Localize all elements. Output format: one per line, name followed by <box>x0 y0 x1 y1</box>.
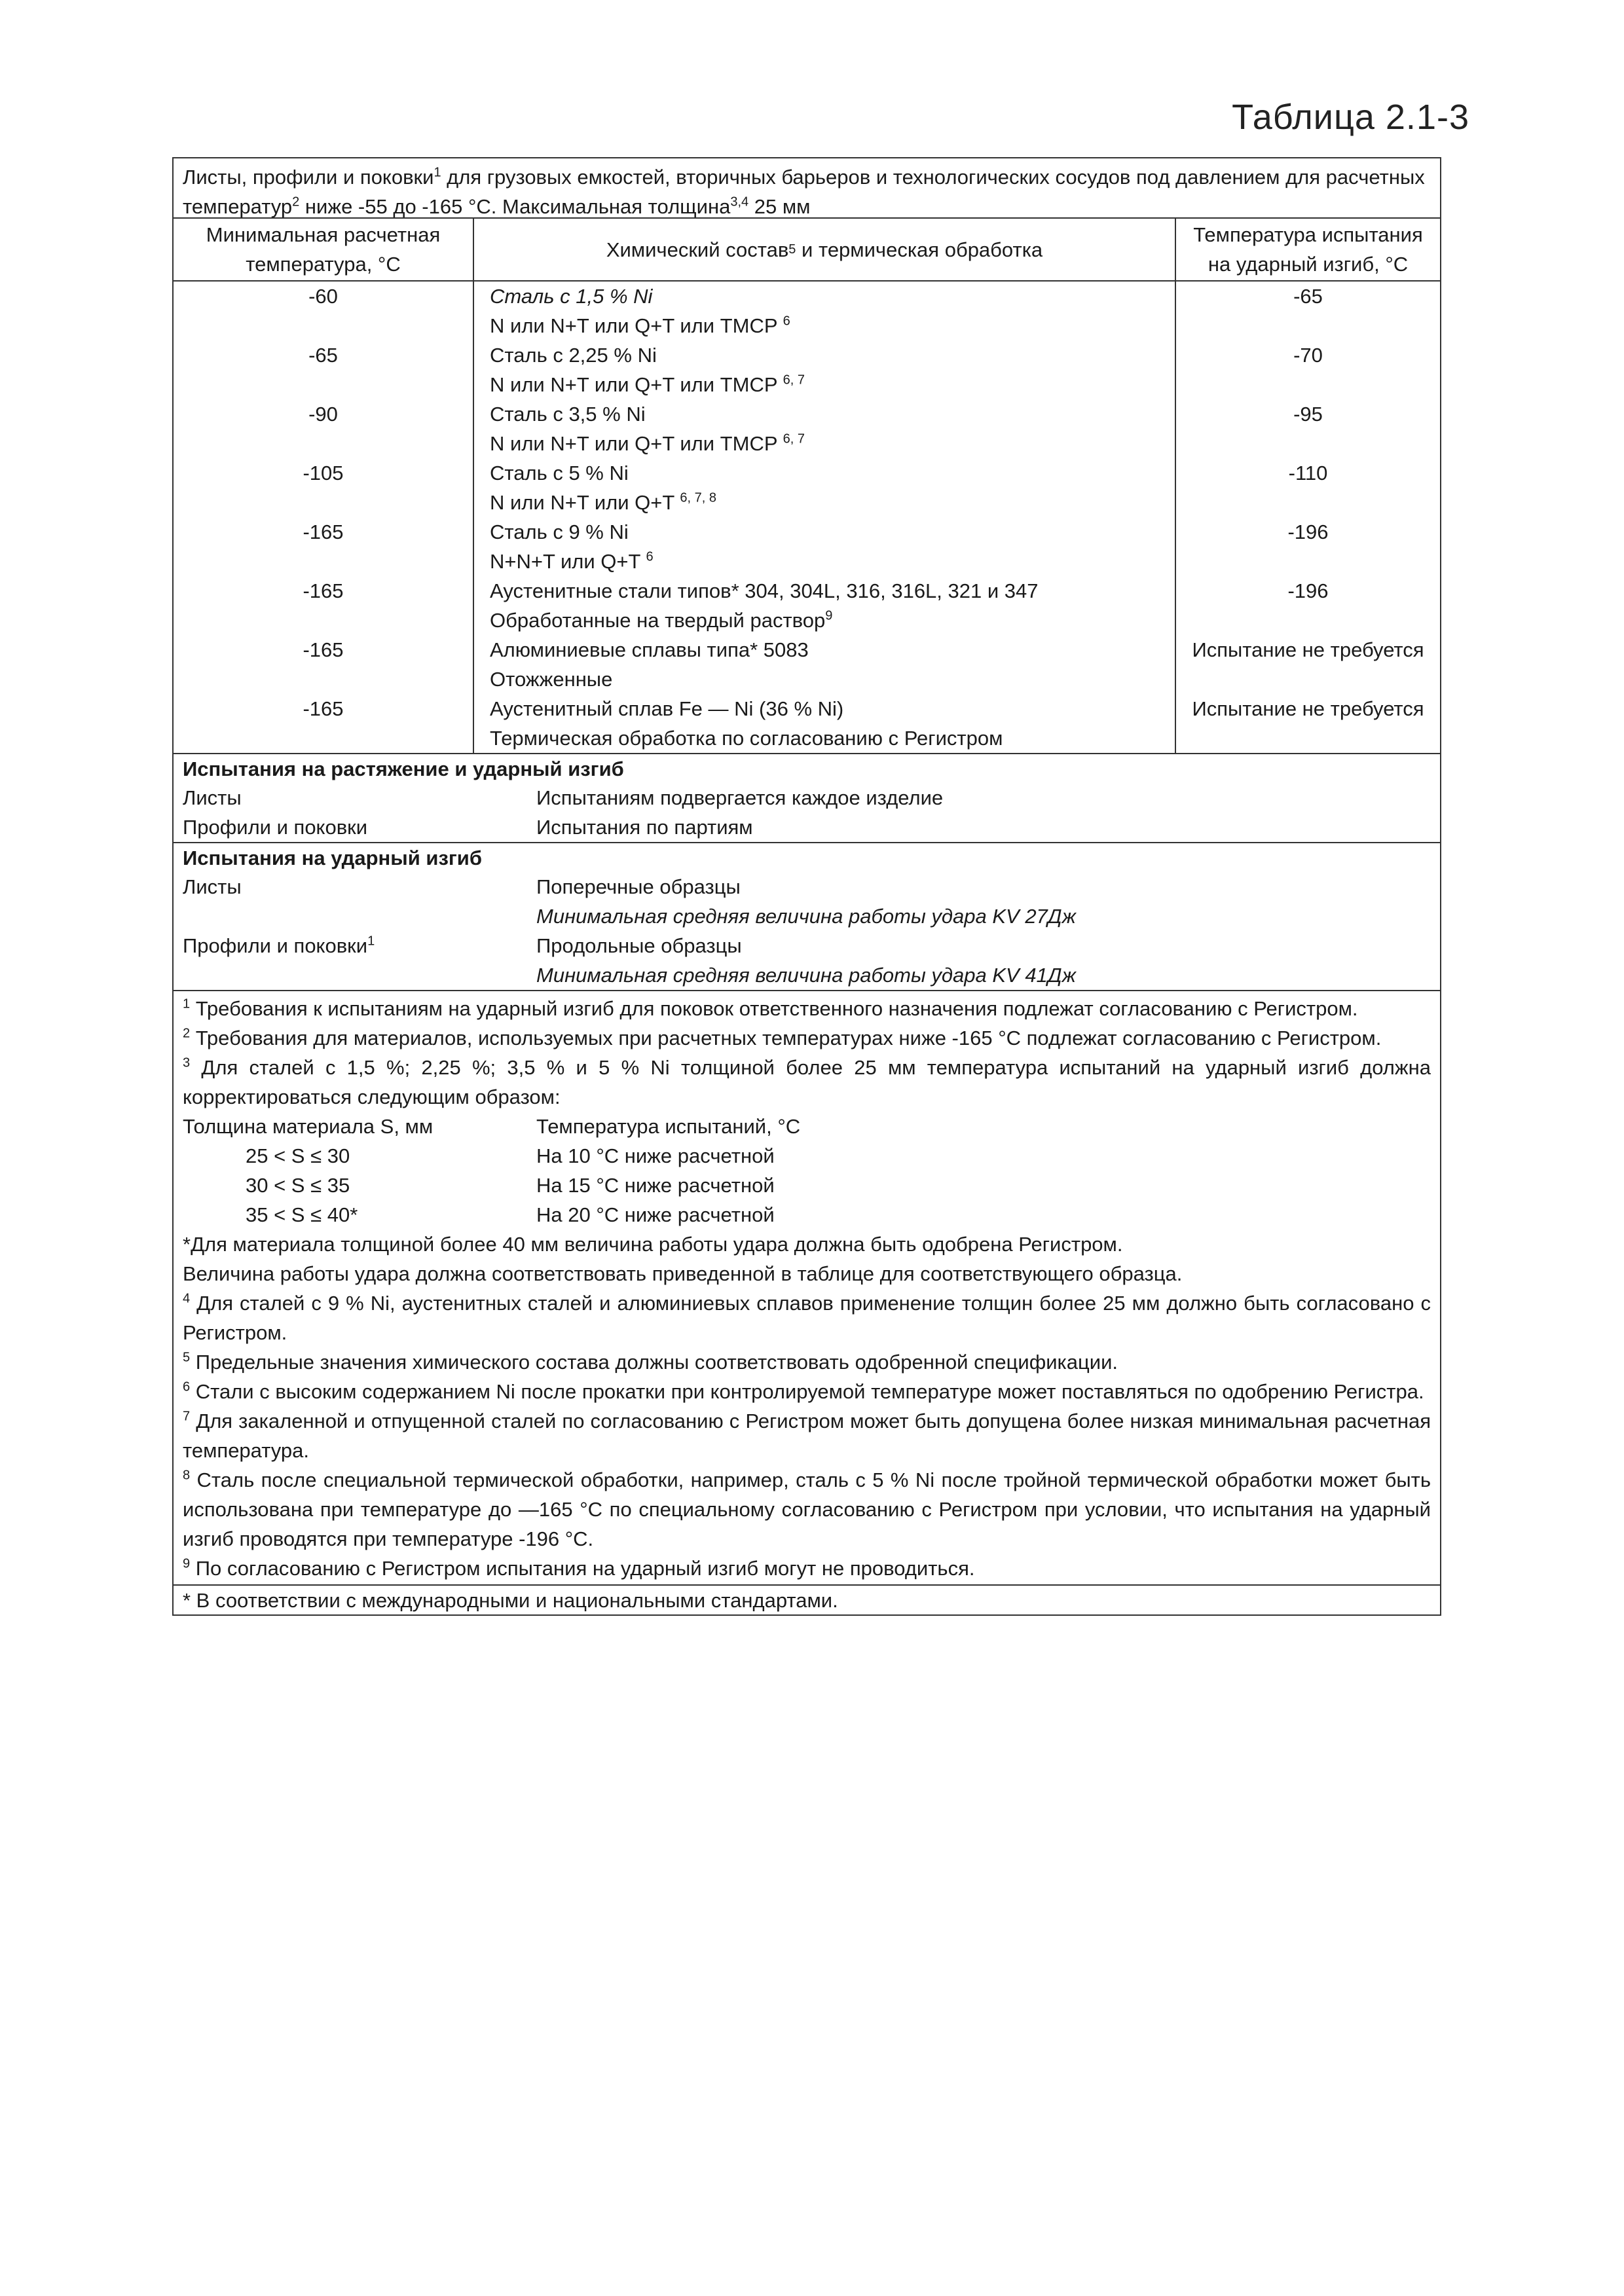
row-treatment-fn: 6, 7 <box>783 431 805 446</box>
row-treatment: Отожженные <box>490 668 613 691</box>
row-test-temp: -196 <box>1287 579 1329 602</box>
row-test-temp: -65 <box>1293 285 1323 308</box>
footnote-9: $^9$ По согласованию с Регистром испытания на ударный изгиб могут не проводиться. <box>183 1556 975 1580</box>
impact-heading: Испытания на ударный изгиб <box>183 847 482 869</box>
thickness-header: Толщина материала S, мм Температура испытаний, °С <box>183 1115 801 1138</box>
row-treatment-fn: 6, 7, 8 <box>680 490 716 505</box>
footnote-5: $^5$ Предельные значения химического состава должны соответствовать одобренной спецификации. <box>183 1350 1118 1374</box>
row-temp: -60 <box>308 285 338 308</box>
row-material: Аустенитный сплав Fe — Ni (36 % Ni) <box>490 697 844 720</box>
intro-fn1: 1 <box>434 165 441 180</box>
row-treatment: N или N+T или Q+T или TMCP $^6$ <box>490 314 790 337</box>
header-chem: Химический состав 5 и термическая обработка <box>474 219 1176 280</box>
row-temp: -65 <box>308 344 338 367</box>
impact-row: Листы Поперечные образцы <box>183 875 741 898</box>
row-test-temp: -70 <box>1293 344 1323 367</box>
row-test-temp: -196 <box>1287 520 1329 543</box>
row-test-temp: Испытание не требуется <box>1192 638 1424 661</box>
header-chem-b: и термическая обработка <box>796 238 1043 261</box>
row-material: Сталь с 1,5 % Ni <box>490 285 653 308</box>
footnote-7: $^7$ Для закаленной и отпущенной сталей по согласованию с Регистром может быть допущена более низкая минимальная расчетная температура. <box>183 1409 1431 1462</box>
row-treatment: N или N+T или Q+T или TMCP $^{6, 7}$ <box>490 431 805 455</box>
row-treatment: N+N+T или Q+T $^6$ <box>490 549 654 573</box>
row-material: Сталь с 9 % Ni <box>490 520 629 543</box>
row-material: Алюминиевые сплавы типа* 5083 <box>490 638 809 661</box>
table-header-row <box>174 219 1440 282</box>
tensile-row: Листы Испытаниям подвергается каждое изделие <box>183 786 944 809</box>
row-temp: -165 <box>303 579 344 602</box>
impact-section <box>174 843 1440 991</box>
tensile-row: Профили и поковки Испытания по партиям <box>183 816 753 839</box>
col-min-temp <box>174 282 474 753</box>
materials-rows <box>174 282 1440 754</box>
row-treatment: Обработанные на твердый раствор$^9$ <box>490 608 833 632</box>
col-chem <box>474 282 1176 753</box>
materials-table <box>172 157 1441 1616</box>
row-treatment-fn: 9 <box>825 608 833 623</box>
row-temp: -105 <box>303 462 344 484</box>
footnote-4: $^4$ Для сталей с 9 % Ni, аустенитных сталей и алюминиевых сплавов применение толщин более 25 мм должно быть согласовано с Регистром. <box>183 1291 1431 1344</box>
row-temp: -165 <box>303 520 344 543</box>
row-treatment-fn: 6 <box>783 314 790 329</box>
row-test-temp: -110 <box>1288 462 1328 484</box>
footnotes <box>174 991 1440 1586</box>
row-material: Сталь с 2,25 % Ni <box>490 344 657 367</box>
footnote-2: $^2$ Требования для материалов, используемых при расчетных температурах ниже -165 °С подлежат согласованию с Регистром. <box>183 1026 1382 1049</box>
row-treatment-fn: 6 <box>646 549 654 564</box>
footnote-3: $^3$ Для сталей с 1,5 %; 2,25 %; 3,5 % и 5 % Ni толщиной более 25 мм температура испытаний на ударный изгиб должна корректироваться следующим образом: <box>183 1055 1431 1108</box>
footnote-3-star: *Для материала толщиной более 40 мм величина работы удара должна быть одобрена Регистром. <box>183 1233 1123 1256</box>
row-temp: -90 <box>308 403 338 426</box>
tensile-section <box>174 754 1440 843</box>
intro-text-b: для грузовых емкостей, вторичных барьеров и технологических сосудов под давлением для расчетных температур <box>183 166 1425 218</box>
standards-footnote: * В соответствии с международными и национальными стандартами. <box>183 1589 838 1612</box>
table-title: Таблица 2.1-3 <box>1232 98 1469 137</box>
thickness-row: 35 < S ≤ 40* На 20 °С ниже расчетной <box>246 1203 775 1226</box>
row-treatment-fn: 6, 7 <box>783 373 805 388</box>
footnote-3-tail: Величина работы удара должна соответствовать приведенной в таблице для соответствующего образца. <box>183 1262 1183 1285</box>
impact-row: Минимальная средняя величина работы удара KV 41Дж <box>536 964 1076 987</box>
row-temp: -165 <box>303 697 344 720</box>
row-material: Аустенитные стали типов* 304, 304L, 316, 316L, 321 и 347 <box>490 579 1039 602</box>
row-temp: -165 <box>303 638 344 661</box>
row-treatment: N или N+T или Q+T или TMCP $^{6, 7}$ <box>490 373 805 396</box>
tensile-heading: Испытания на растяжение и ударный изгиб <box>183 757 624 780</box>
thickness-row: 25 < S ≤ 30 На 10 °С ниже расчетной <box>246 1144 775 1167</box>
col-test-temp <box>1176 282 1440 753</box>
footnote-6: $^6$ Стали с высоким содержанием Ni после прокатки при контролируемой температуре может поставляться по одобрению Регистра. <box>183 1379 1424 1403</box>
row-test-temp: -95 <box>1293 403 1323 426</box>
table-intro <box>174 158 1440 219</box>
intro-fn2: 2 <box>292 194 300 210</box>
intro-text-d: 25 мм <box>748 195 811 218</box>
header-chem-a: Химический состав <box>606 238 789 261</box>
row-treatment: Термическая обработка по согласованию с Регистром <box>490 727 1003 750</box>
header-min-temp: Минимальная расчетная температура, °С <box>174 219 474 280</box>
header-test-temp: Температура испытания на ударный изгиб, °С <box>1193 223 1423 276</box>
thickness-row: 30 < S ≤ 35 На 15 °С ниже расчетной <box>246 1174 775 1197</box>
impact-row: Минимальная средняя величина работы удара KV 27Дж <box>536 905 1076 928</box>
footnote-8: $^8$ Сталь после специальной термической обработки, например, сталь с 5 % Ni после тройной термической обработки может быть использована при температуре до —165 °С по специальному согласованию с Регистром при условии, что испытания на ударный изгиб проводятся при температуре -196 °С. <box>183 1468 1431 1550</box>
footnote-1: $^1$ Требования к испытаниям на ударный изгиб для поковок ответственного назначения подлежат согласованию с Регистром. <box>183 996 1358 1020</box>
row-material: Сталь с 5 % Ni <box>490 462 629 484</box>
intro-fn34: 3,4 <box>730 194 749 210</box>
intro-text-c: ниже -55 до -165 °С. Максимальная толщина <box>299 195 731 218</box>
intro-text-a: Листы, профили и поковки <box>183 166 434 189</box>
impact-row: Профили и поковки$^1$ Продольные образцы <box>183 934 742 957</box>
row-treatment: N или N+T или Q+T $^{6, 7, 8}$ <box>490 490 716 514</box>
row-test-temp: Испытание не требуется <box>1192 697 1424 720</box>
row-material: Сталь с 3,5 % Ni <box>490 403 646 426</box>
